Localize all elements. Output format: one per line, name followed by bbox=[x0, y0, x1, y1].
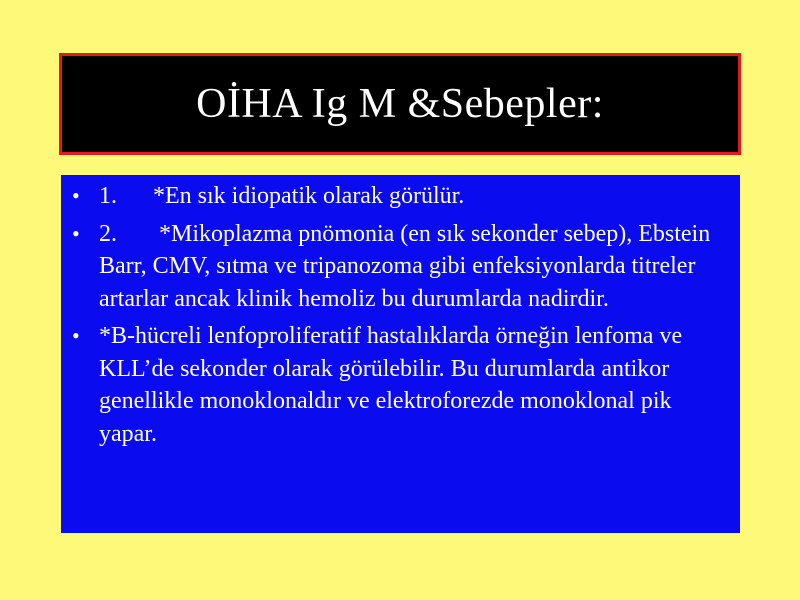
bullet-dot-icon: • bbox=[72, 220, 80, 246]
bullet-text: *B-hücreli lenfoproliferatif hastalıklarda örneğin lenfoma ve KLL’de sekonder olarak görülebilir. Bu durumlarda antikor genellikle monoklonaldır ve elektroforezde monoklonal pik yapar. bbox=[99, 323, 689, 447]
bullet-list bbox=[72, 180, 726, 450]
content-box bbox=[61, 175, 740, 533]
slide-title: OİHA Ig M &Sebepler: bbox=[196, 81, 604, 127]
bullet-text: 1. *En sık idiopatik olarak görülür. bbox=[99, 183, 465, 209]
bullet-dot-icon: • bbox=[72, 183, 80, 208]
bullet-item bbox=[72, 218, 726, 316]
bullet-dot-icon: • bbox=[72, 323, 80, 348]
title-box bbox=[59, 53, 741, 155]
bullet-item bbox=[72, 180, 726, 213]
bullet-text: 2. *Mikoplazma pnömonia (en sık sekonder sebep), Ebstein Barr, CMV, sıtma ve tripanozoma gibi enfeksiyonlarda titreler artarlar ancak klinik hemoliz bu durumlarda nadirdir. bbox=[99, 220, 717, 312]
bullet-item bbox=[72, 320, 726, 450]
